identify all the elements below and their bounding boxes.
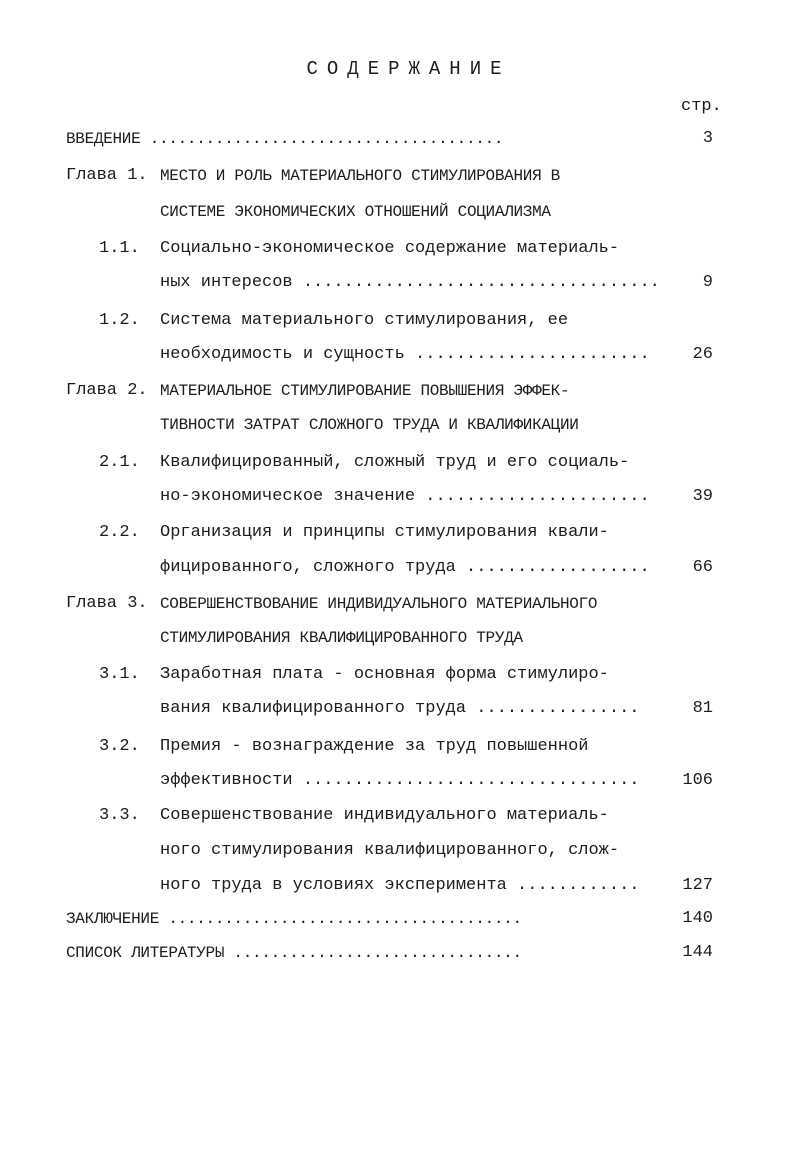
toc-page-number: 66 xyxy=(692,558,713,577)
toc-page-number: 106 xyxy=(682,771,713,790)
section-number: 3.1. xyxy=(99,665,140,684)
section-number: 2.2. xyxy=(99,523,140,542)
toc-page-number: 140 xyxy=(682,909,713,928)
toc-entry-conclusion: ЗАКЛЮЧЕНИЕ ...................................... xyxy=(66,910,522,928)
section-number: 1.2. xyxy=(99,311,140,330)
toc-page-number: 127 xyxy=(682,876,713,895)
section-title-line: фицированного, сложного труда .................. xyxy=(160,558,650,577)
toc-page-number: 26 xyxy=(692,345,713,364)
section-title-line: Квалифицированный, сложный труд и его социаль- xyxy=(160,453,630,472)
section-title-line: необходимость и сущность ....................... xyxy=(160,345,650,364)
chapter-title-line: МЕСТО И РОЛЬ МАТЕРИАЛЬНОГО СТИМУЛИРОВАНИЯ В xyxy=(160,167,560,185)
chapter-title-line: СТИМУЛИРОВАНИЯ КВАЛИФИЦИРОВАННОГО ТРУДА xyxy=(160,629,523,647)
toc-page-number: 9 xyxy=(702,273,713,292)
page-title: СОДЕРЖАНИЕ xyxy=(306,58,511,80)
section-title-line: ного стимулирования квалифицированного, слож- xyxy=(160,841,620,860)
section-title-line: Премия - вознаграждение за труд повышенной xyxy=(160,737,589,756)
section-number: 1.1. xyxy=(99,239,140,258)
chapter-title-line: СОВЕРШЕНСТВОВАНИЕ ИНДИВИДУАЛЬНОГО МАТЕРИАЛЬНОГО xyxy=(160,595,598,613)
chapter-label: Глава 1. xyxy=(66,166,148,185)
section-title-line: вания квалифицированного труда ................ xyxy=(160,699,640,718)
section-number: 3.2. xyxy=(99,737,140,756)
toc-page-number: 3 xyxy=(702,129,713,148)
toc-page-number: 144 xyxy=(682,943,713,962)
section-title-line: Совершенствование индивидуального материаль- xyxy=(160,806,609,825)
section-number: 3.3. xyxy=(99,806,140,825)
section-title-line: но-экономическое значение ...................... xyxy=(160,487,650,506)
chapter-label: Глава 2. xyxy=(66,381,148,400)
section-title-line: Организация и принципы стимулирования квали- xyxy=(160,523,609,542)
chapter-title-line: СИСТЕМЕ ЭКОНОМИЧЕСКИХ ОТНОШЕНИЙ СОЦИАЛИЗМА xyxy=(160,203,551,221)
page-column-label: стр. xyxy=(681,97,722,116)
section-number: 2.1. xyxy=(99,453,140,472)
toc-page-number: 81 xyxy=(692,699,713,718)
section-title-line: Социально-экономическое содержание материаль- xyxy=(160,239,620,258)
toc-entry-intro: ВВЕДЕНИЕ ...................................... xyxy=(66,130,504,148)
chapter-title-line: ТИВНОСТИ ЗАТРАТ СЛОЖНОГО ТРУДА И КВАЛИФИКАЦИИ xyxy=(160,416,579,434)
section-title-line: Заработная плата - основная форма стимулиро- xyxy=(160,665,609,684)
section-title-line: ного труда в условиях эксперимента ............ xyxy=(160,876,640,895)
chapter-title-line: МАТЕРИАЛЬНОЕ СТИМУЛИРОВАНИЕ ПОВЫШЕНИЯ ЭФФЕК- xyxy=(160,382,570,400)
toc-entry-references: СПИСОК ЛИТЕРАТУРЫ ............................... xyxy=(66,944,522,962)
chapter-label: Глава 3. xyxy=(66,594,148,613)
section-title-line: Система материального стимулирования, ее xyxy=(160,311,569,330)
toc-page-number: 39 xyxy=(692,487,713,506)
section-title-line: эффективности ................................. xyxy=(160,771,640,790)
section-title-line: ных интересов ................................... xyxy=(160,273,660,292)
